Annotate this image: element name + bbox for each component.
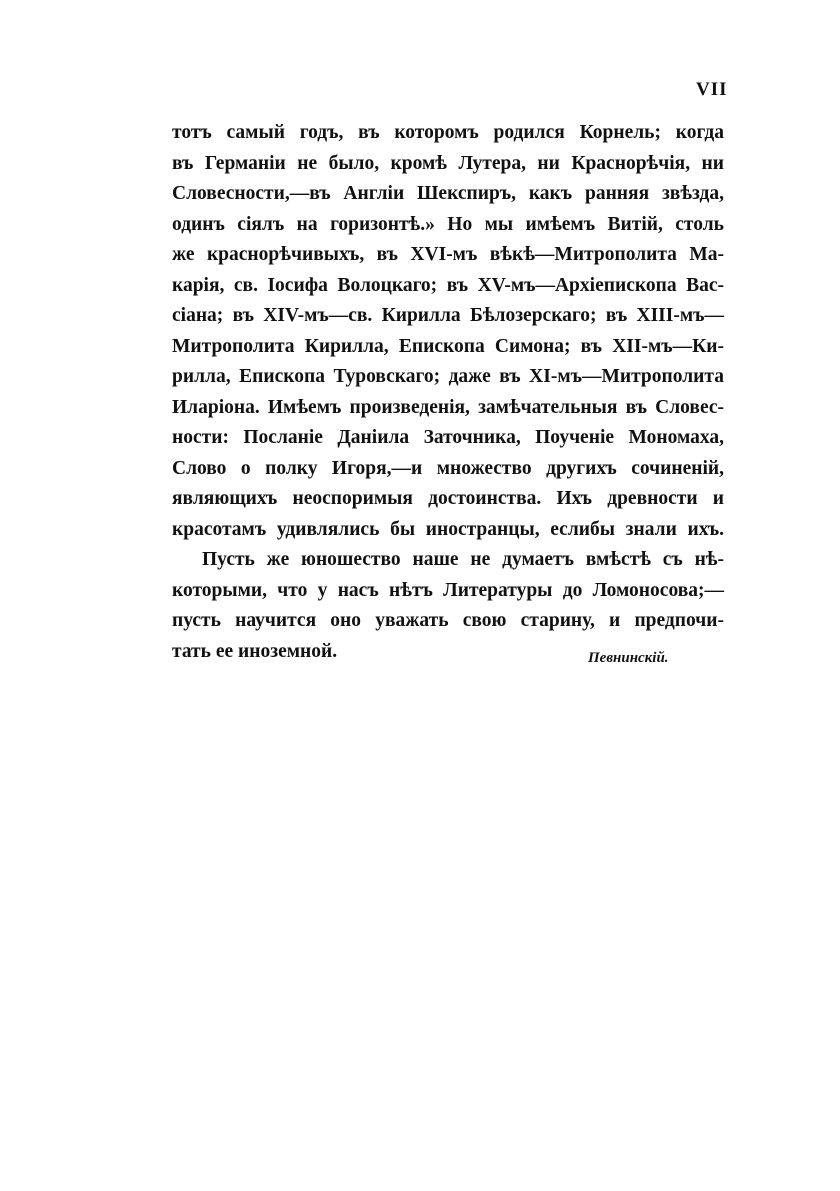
- text-line: сіана; въ XIV-мъ—св. Кирилла Бѣлозерскаго; въ XIII-мъ—: [172, 305, 724, 326]
- text-line: Слово о полку Игоря,—и множество другихъ сочиненій,: [172, 457, 724, 479]
- paragraph-2: [172, 545, 724, 667]
- text-line: пусть научится оно уважать свою старину, и предпочи-: [172, 610, 724, 631]
- text-line: тотъ самый годъ, въ которомъ родился Корнель; когда: [172, 122, 724, 143]
- page-number: VII: [696, 79, 728, 100]
- text-line: въ Германіи не было, кромѣ Лутера, ни Краснорѣчія, ни: [172, 152, 724, 174]
- text-line: Пусть же юношество наше не думаетъ вмѣстѣ съ нѣ-: [202, 549, 724, 570]
- author-signature: Певнинскій.: [588, 650, 669, 666]
- text-line: тать ее иноземной.: [172, 640, 338, 662]
- body-text: [172, 118, 724, 667]
- text-line: одинъ сіялъ на горизонтѣ.» Но мы имѣемъ Витій, столь: [172, 213, 724, 235]
- text-line: ности: Посланіе Даніила Заточника, Поученіе Мономаха,: [172, 427, 724, 448]
- text-line: являющихъ неоспоримыя достоинства. Ихъ древности и: [172, 488, 724, 509]
- text-line: Митрополита Кирилла, Епископа Симона; въ XII-мъ—Ки-: [172, 335, 724, 357]
- text-line: красотамъ удивлялись бы иностранцы, еслибы знали ихъ.: [172, 518, 724, 540]
- text-line: же краснорѣчивыхъ, въ XVI-мъ вѣкѣ—Митрополита Ма-: [172, 244, 724, 265]
- text-line: Словесности,—въ Англіи Шекспиръ, какъ ранняя звѣзда,: [172, 183, 724, 204]
- text-line: Иларіона. Имѣемъ произведенія, замѣчательныя въ Словес-: [172, 396, 724, 418]
- paragraph-1: [172, 118, 724, 545]
- text-line: карія, св. Іосифа Волоцкаго; въ XV-мъ—Архіепископа Вас-: [172, 274, 724, 296]
- text-line: которыми, что у насъ нѣтъ Литературы до Ломоносова;—: [172, 579, 724, 601]
- text-line: рилла, Епископа Туровскаго; даже въ XI-мъ—Митрополита: [172, 366, 724, 387]
